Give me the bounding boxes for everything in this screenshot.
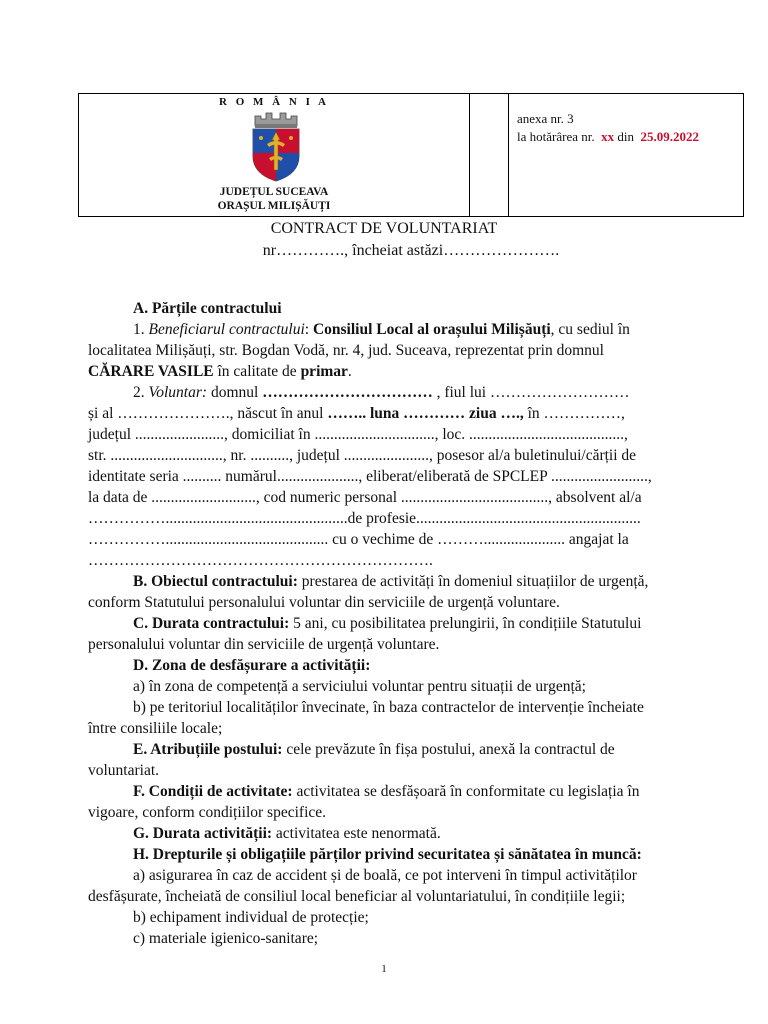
- mayor-name: CĂRARE VASILE: [88, 363, 214, 380]
- section-b-heading: B. Obiectul contractului:: [133, 573, 298, 590]
- county-block: [79, 185, 469, 213]
- section-c-line-2: personalului voluntar din serviciile de urgență voluntare.: [88, 636, 440, 653]
- section-c-text: 5 ani, cu posibilitatea prelungirii, în condițiile Statutului: [289, 615, 642, 632]
- party-2-line-2: [88, 403, 714, 424]
- party-1-role: Beneficiarul contractului: [148, 321, 305, 338]
- party-1-line-2: localitatea Milișăuți, str. Bogdan Vodă, nr. 4, jud. Suceava, reprezentat prin domnul: [88, 342, 604, 359]
- section-a-heading: A. Părțile contractului: [133, 300, 282, 317]
- section-c-heading: C. Durata contractului:: [133, 615, 290, 632]
- section-d-item-b-line-2: între consiliile locale;: [88, 720, 223, 737]
- party-1-number: 1.: [133, 321, 149, 338]
- party-1-line-1: [88, 319, 714, 340]
- county-name: JUDEȚUL SUCEAVA: [219, 186, 329, 198]
- mayor-capacity-label: în calitate de: [213, 363, 301, 380]
- party-2-line-4: str. ............................., nr. .........., județul ......................, posesor al/a buletinului/cărții de: [88, 447, 637, 464]
- section-b-text: prestarea de activități în domeniul situațiilor de urgență,: [297, 573, 649, 590]
- father-name-blank: , fiul lui ………………………: [432, 384, 630, 401]
- section-b-line-2: conform Statutului personalului voluntar din serviciile de urgență voluntare.: [88, 594, 560, 611]
- section-f-line-1: [88, 781, 714, 802]
- section-f-line-2: vigoare, conform condițiilor specifice.: [88, 804, 327, 821]
- annex-number-line: anexa nr. 3: [517, 111, 574, 126]
- party-2-line-6: la data de ..........................., cod numeric personal ......................................, absolvent al/a: [88, 489, 642, 506]
- header-middle-cell: [470, 94, 509, 216]
- decision-line: [517, 128, 699, 146]
- section-h-item-b: b) echipament individual de protecție;: [133, 909, 369, 926]
- party-2-line-8: …………….......................................... cu o vechime de ………..................... angajat la: [88, 531, 629, 548]
- town-name: ORAȘUL MILIȘĂUȚI: [217, 200, 331, 212]
- party-2-title: domnul: [207, 384, 263, 401]
- party-1-name: Consiliul Local al orașului Milișăuți: [312, 321, 551, 338]
- mother-birth-year: și al …………………., născut în anul: [88, 405, 328, 422]
- section-d-item-b-line-1: b) pe teritoriul localităților învecinate, în baza contractelor de intervenție încheiate: [133, 699, 644, 716]
- page-number: 1: [381, 963, 387, 975]
- decision-din: din: [617, 129, 634, 144]
- coat-of-arms-icon: [245, 110, 307, 182]
- section-f-heading: F. Condiții de activitate:: [133, 783, 293, 800]
- header-right-cell: [509, 94, 743, 216]
- party-1-seat: , cu sediul în: [550, 321, 630, 338]
- section-h-item-a-line-2: desfășurate, încheiată de consiliul local beneficiar al voluntariatului, în condițiile legii;: [88, 888, 626, 905]
- section-g-text: activitatea este nenormată.: [272, 825, 441, 842]
- party-2-line-7: ……………...............................................de profesie..........................................................: [88, 510, 641, 527]
- section-h-heading: H. Drepturile și obligațiile părților privind securitatea și sănătatea în muncă:: [133, 846, 642, 863]
- mayor-period: .: [347, 363, 352, 380]
- section-g-heading: G. Durata activității:: [133, 825, 273, 842]
- country-name: R O M Â N I A: [219, 96, 329, 108]
- birth-month-day: …….. luna ………… ziua ….,: [327, 405, 524, 422]
- section-c-line-1: [88, 613, 714, 634]
- section-e-line-1: [88, 739, 714, 760]
- party-2-line-5: identitate seria .......... numărul....................., eliberat/eliberată de SPCLEP .........................,: [88, 468, 652, 485]
- party-2-line-9: ………………………………………………………….: [88, 552, 433, 569]
- section-e-heading: E. Atribuțiile postului:: [133, 741, 283, 758]
- mayor-capacity: primar: [300, 363, 348, 380]
- party-2-line-3: județul ......................., domiciliat în ..............................., loc. ........................................,: [88, 426, 628, 443]
- party-2-line-1: [88, 382, 714, 403]
- birth-place: în ……………,: [523, 405, 625, 422]
- annex-reference: [517, 110, 699, 146]
- decision-date: 25.09.2022: [640, 129, 699, 144]
- section-e-line-2: voluntariat.: [88, 762, 160, 779]
- document-subtitle: nr…………., încheiat astăzi………………….: [262, 242, 560, 259]
- section-f-text: activitatea se desfășoară în conformitate cu legislația în: [292, 783, 640, 800]
- party-1-colon: :: [304, 321, 313, 338]
- header-table: [78, 93, 744, 217]
- section-d-heading: D. Zona de desfășurare a activității:: [133, 657, 371, 674]
- section-d-item-a: a) în zona de competență a serviciului voluntar pentru situații de urgență;: [133, 678, 586, 695]
- party-1-line-3: [88, 361, 714, 382]
- document-title: CONTRACT DE VOLUNTARIAT: [270, 220, 498, 237]
- decision-number: xx: [601, 129, 615, 144]
- section-g-line: [88, 823, 714, 844]
- party-2-role: Voluntar:: [148, 384, 208, 401]
- contract-body: [88, 298, 714, 949]
- section-h-item-c: c) materiale igienico-sanitare;: [133, 930, 319, 947]
- section-b-line-1: [88, 571, 714, 592]
- header-left-cell: [79, 94, 470, 216]
- section-h-item-a-line-1: a) asigurarea în caz de accident și de boală, ce pot interveni în timpul activităților: [133, 867, 637, 884]
- party-2-number: 2.: [133, 384, 149, 401]
- volunteer-name-blank: ……………………………: [262, 384, 433, 401]
- section-e-text: cele prevăzute în fișa postului, anexă la contractul de: [282, 741, 615, 758]
- decision-label: la hotărârea nr.: [517, 129, 595, 144]
